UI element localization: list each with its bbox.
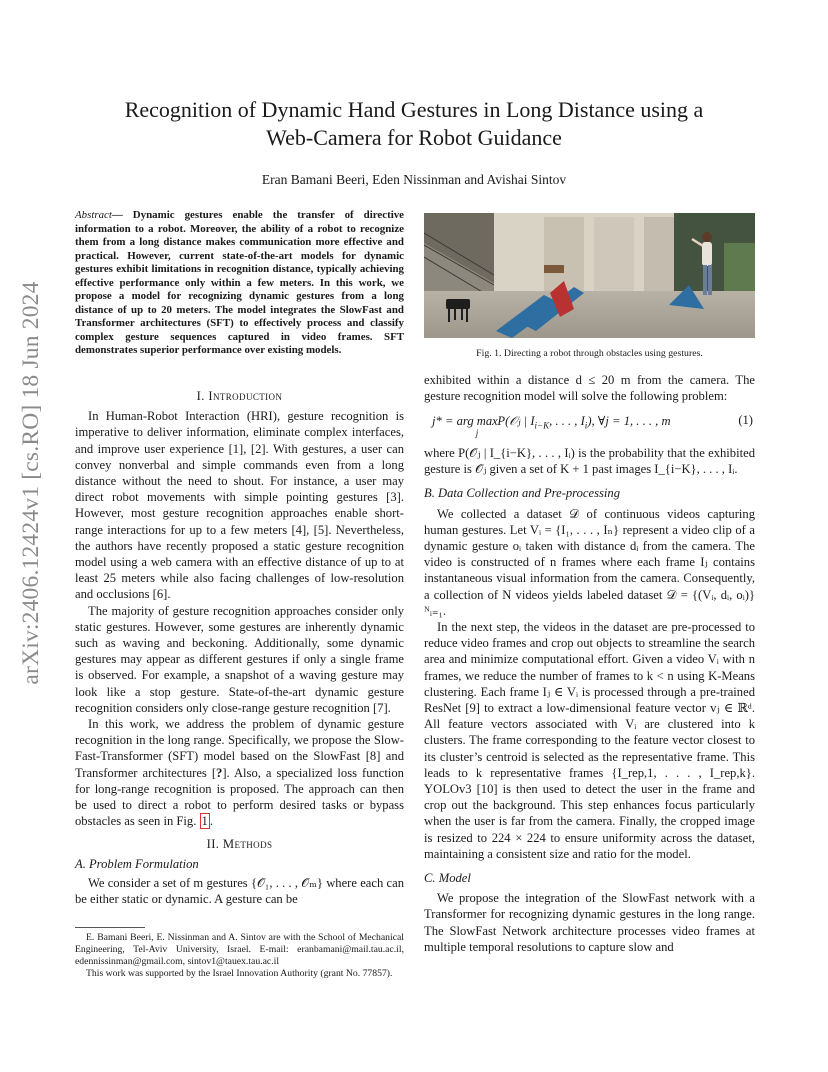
left-column-body [75, 388, 404, 907]
eq-rhs-mid: , . . . , I [549, 414, 585, 428]
problem-formulation-paragraph: We consider a set of m gestures {𝒪₁, . . . , 𝒪ₘ} where each can be either static or dynamic. A gesture can be [75, 875, 404, 907]
data-collection-paragraph-1: We collected a dataset 𝒟 of continuous videos capturing human gestures. Let Vᵢ = {I₁, . . . , Iₙ} represent a video clip of a dynamic gesture oᵢ taken with distance dᵢ from the camera. The video is constructed of n frames where each frame Iⱼ contains instantaneous visual information from the camera. Consequently, a collection of N videos yields labeled dataset 𝒟 = {(Vᵢ, dᵢ, oᵢ)}ᴺᵢ₌₁. [424, 506, 755, 618]
right-column-intro [424, 372, 755, 404]
eq-rhs: P(𝒪ⱼ | I [497, 414, 535, 428]
eq-rhs-end: ), ∀j = 1, . . . , m [587, 414, 671, 428]
footnote-rule [75, 927, 145, 928]
equation-body [432, 413, 671, 438]
title-line-2: Web-Camera for Robot Guidance [266, 125, 562, 150]
intro-paragraph-3 [75, 716, 404, 829]
arxiv-identifier: arXiv:2406.12424v1 [cs.RO] 18 Jun 2024 [18, 281, 44, 685]
subsection-data-collection: B. Data Collection and Pre-processing [424, 486, 620, 501]
intro-p3-text-b: ]. Also, a specialized loss function for long-range recognition is proposed. The approach can then be used to direct a robot to perform desired tasks or bypass obstacles as seen in Fig. [75, 765, 404, 829]
paper-title [90, 96, 738, 152]
subsection-model: C. Model [424, 871, 471, 886]
equation-explanation: where P(𝒪ⱼ | I_{i−K}, . . . , Iᵢ) is the probability that the exhibited gesture is 𝒪ⱼ given a set of K + 1 past images I_{i−K}, . . . , Iᵢ. [424, 446, 755, 477]
intro-p3-text-a: In this work, we address the problem of dynamic gesture recognition in the long range. Specifically, we propose the Slow-Fast-Transformer (SFT) model based on the SlowFast [8] and Transformer architectures [ [75, 717, 404, 780]
title-line-1: Recognition of Dynamic Hand Gestures in Long Distance using a [124, 97, 704, 122]
eq-argmax-sub: j [475, 427, 479, 438]
eq-rhs-sub2: i [584, 420, 588, 431]
abstract-label: Abstract [75, 209, 112, 221]
section-heading-introduction: I. Introduction [196, 389, 283, 403]
model-paragraph: We propose the integration of the SlowFast network with a Transformer for recognizing dynamic gestures in the long range. The SlowFast Network architecture processes video frames at multiple temporal resolutions to capture slow and [424, 891, 755, 954]
intro-p3-end: . [209, 814, 213, 829]
intro-paragraph-1: In Human-Robot Interaction (HRI), gesture recognition is imperative to deliver information, eliminate complex interfaces, and improve user experience [1], [2]. With gestures, a user can convey nonverbal and simple commands even from a long distance without the need to shout. For instance, a user may direct robot movements with simple pointing gestures [3]. However, most gesture recognition approaches enable short-range interactions for up to a few meters [4], [5]. Nevertheless, the authors have recently proposed a static gesture recognition model using a web camera with an effective distance of up to at least 25 meters while also facing challenges of low-resolution and occlusions [6]. [75, 409, 404, 602]
footnotes [75, 932, 404, 980]
figure-1-caption: Fig. 1. Directing a robot through obstacles using gestures. [476, 348, 703, 359]
section-heading-methods: II. Methods [206, 837, 273, 852]
figure-1-link[interactable]: 1 [201, 814, 208, 829]
equation-1 [424, 411, 755, 438]
footnote-funding: This work was supported by the Israel Innovation Authority (grant No. 77857). [86, 968, 393, 979]
data-collection-paragraph-2: In the next step, the videos in the dataset are pre-processed to reduce video frames and crop out objects to streamline the search area and minimize computational effort. Given a video Vᵢ with n frames, we reduce the number of frames to k < n using K-Means clustering. Each frame Iⱼ ∈ Vᵢ is processed through a pre-trained ResNet [9] to extract a low-dimensional feature vector vⱼ ∈ ℝᵈ. All feature vectors associated with Vᵢ are clustered into k clusters. The frame corresponding to the feature vector closest to its cluster’s centroid is selected as the representative frame. This leads to k representative frames {I_rep,1, . . . , I_rep,k}. YOLOv3 [10] is then used to detect the user in the frame and crop out the background. This step enhances focus particularly when the user is far from the camera. Finally, the cropped image is resized to 224 × 224 to ensure uniformity across the dataset, maintaining a consistent size and ratio for the model. [424, 620, 755, 861]
problem-continuation: exhibited within a distance d ≤ 20 m from the camera. The gesture recognition model will solve the following problem: [424, 373, 755, 404]
eq-lhs: j* = arg max [432, 414, 498, 428]
abstract [75, 209, 404, 358]
footnote-affiliation: E. Bamani Beeri, E. Nissinman and A. Sintov are with the School of Mechanical Engineering, Tel-Aviv University, Israel. E-mail: eranbamani@mail.tau.ac.il, edennissinman@gmail.com, sintov1@tauex.tau.ac.il [75, 932, 404, 967]
author-list: Eran Bamani Beeri, Eden Nissinman and Avishai Sintov [261, 172, 567, 187]
eq-rhs-sub1: i−K [534, 420, 550, 431]
figure-1-illustration [424, 213, 755, 338]
equation-number: (1) [738, 413, 753, 427]
missing-citation: ? [216, 765, 223, 780]
figure-1-photo [424, 213, 755, 338]
right-column-body [424, 445, 755, 955]
intro-paragraph-2: The majority of gesture recognition approaches consider only static gestures. However, some gestures are inherently dynamic such as waving and beckoning. Additionally, some dynamic gestures may appear as different gestures if only a single frame is observed. For example, a snapshot of a waving gesture may look like a stop gesture. State-of-the-art dynamic gesture recognition considers only close-range gesture recognition [7]. [75, 603, 404, 715]
abstract-text: — Dynamic gestures enable the transfer of directive information to a robot. Moreover, the ability of a robot to recognize them from a long distance makes communication more effective and practical. However, current state-of-the-art models for dynamic gestures exhibit limitations in recognition distance, typically achieving effective performance only within a few meters. In this work, we propose a model for recognizing dynamic gestures from a long distance of up to 20 meters. The model integrates the SlowFast and Transformer architectures (SFT) to effectively process and classify complex gesture sequences captured in video frames. SFT demonstrates superior performance over existing models. [75, 209, 404, 356]
subsection-problem-formulation: A. Problem Formulation [75, 856, 199, 871]
